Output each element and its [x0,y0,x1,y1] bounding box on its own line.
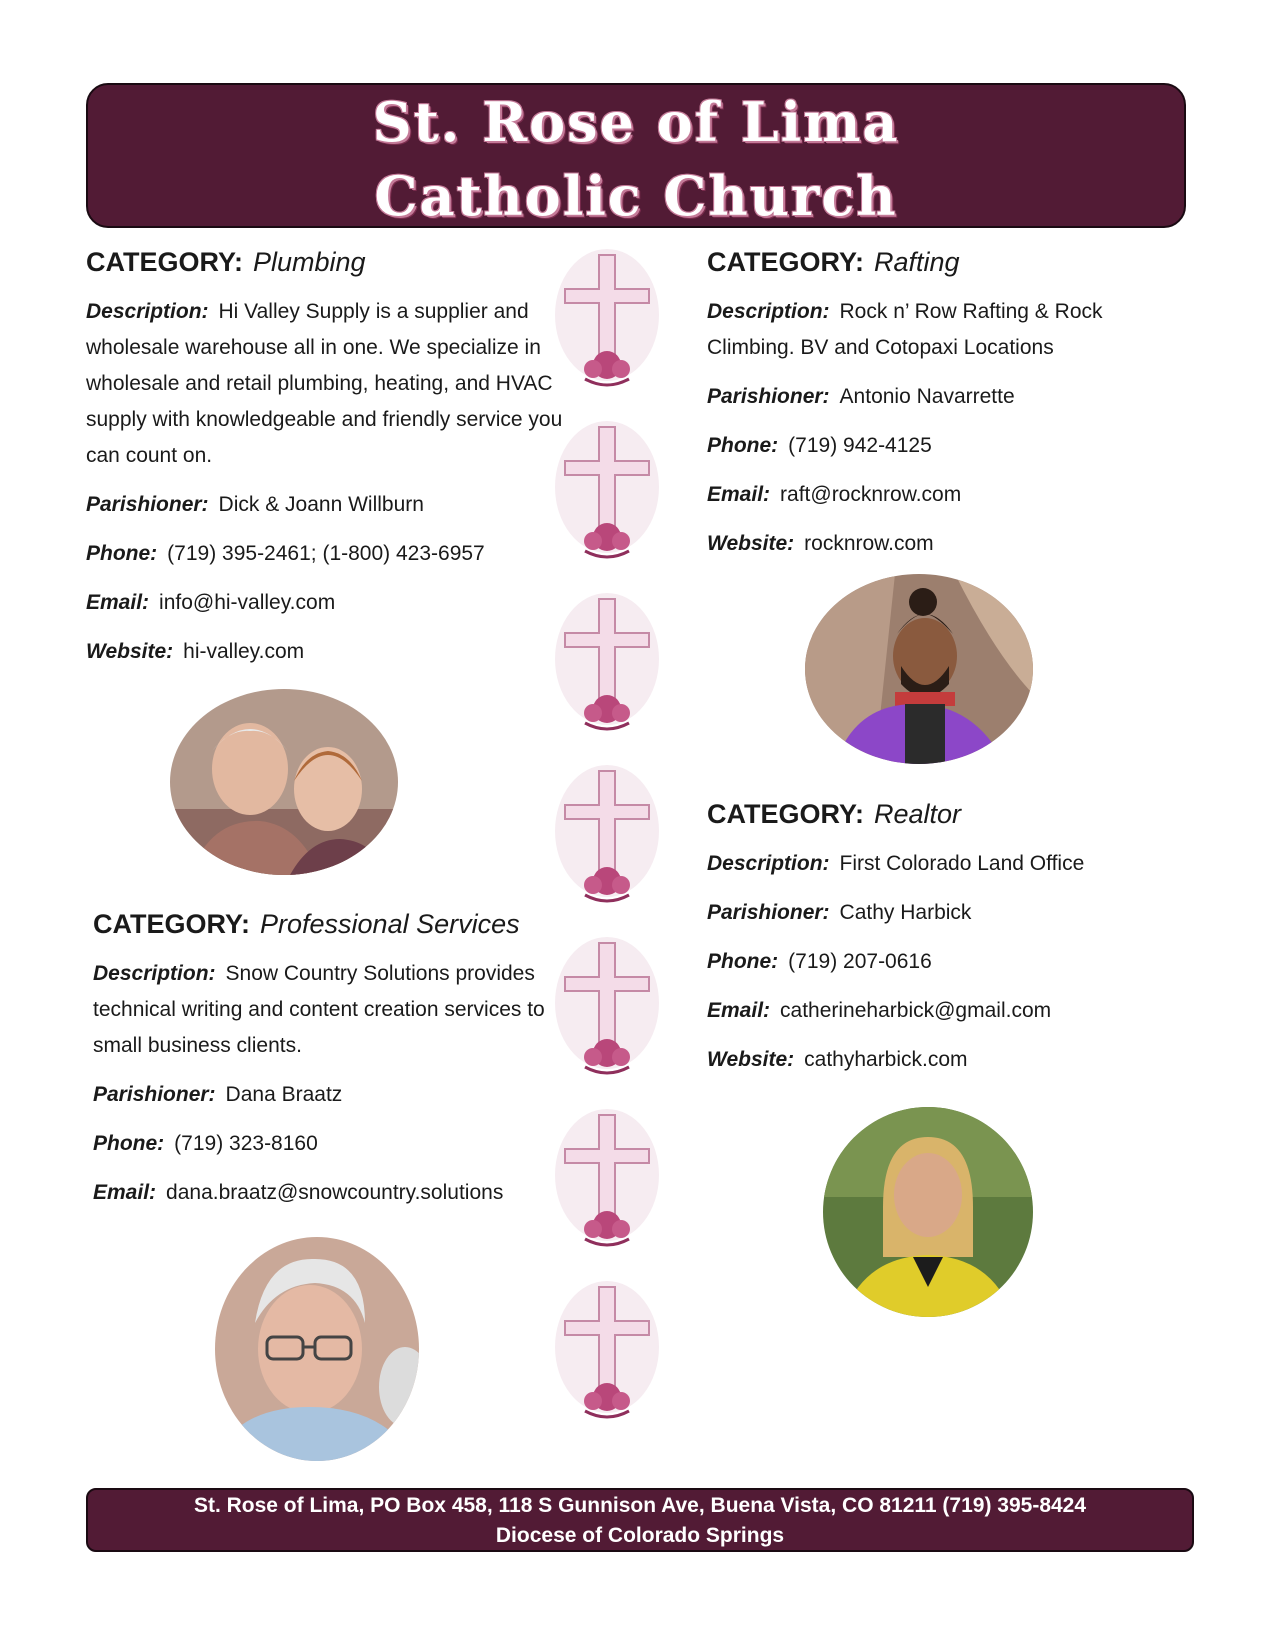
website-field [707,526,1167,562]
description-field [707,846,1167,882]
website-label: Website: [86,640,174,663]
cross-with-rose-icon [545,417,670,567]
description-text: First Colorado Land Office [839,852,1085,875]
parishioner-name: Dana Braatz [225,1083,343,1106]
description-label: Description: [93,962,216,985]
parishioner-photo-willburn [170,689,398,875]
parishioner-field [707,379,1167,415]
listing-professional-services [93,906,573,1224]
email-label: Email: [707,999,771,1022]
phone-number: (719) 395-2461; (1-800) 423-6957 [167,542,485,565]
email-address[interactable]: raft@rocknrow.com [780,483,962,506]
cross-with-rose-icon [545,589,670,739]
category-heading [707,244,1167,280]
website-link[interactable]: cathyharbick.com [804,1048,968,1071]
cross-with-rose-icon [545,761,670,911]
email-label: Email: [86,591,150,614]
email-address[interactable]: catherineharbick@gmail.com [780,999,1052,1022]
cross-with-rose-icon [545,933,670,1083]
website-label: Website: [707,1048,795,1071]
category-heading [86,244,566,280]
parishioner-label: Parishioner: [707,385,830,408]
cross-with-rose-icon [545,1277,670,1427]
parishioner-name: Antonio Navarrette [839,385,1015,408]
description-field [93,956,573,1064]
category-label: CATEGORY: [707,247,864,277]
category-value: Plumbing [253,247,366,277]
description-field [86,294,566,474]
parishioner-name: Dick & Joann Willburn [218,493,424,516]
category-heading [93,906,573,942]
email-field [86,585,566,621]
category-label: CATEGORY: [86,247,243,277]
category-heading [707,796,1167,832]
phone-number: (719) 207-0616 [788,950,932,973]
church-name-line1: St. Rose of Lima [372,90,900,154]
website-label: Website: [707,532,795,555]
email-label: Email: [93,1181,157,1204]
parishioner-label: Parishioner: [86,493,209,516]
parishioner-name: Cathy Harbick [839,901,972,924]
description-text: Snow Country Solutions provides technical writing and content creation services to small business clients. [93,962,545,1057]
parishioner-field [93,1077,573,1113]
parishioner-label: Parishioner: [707,901,830,924]
cross-with-rose-icon [545,1105,670,1255]
email-label: Email: [707,483,771,506]
email-field [707,993,1167,1029]
website-field [707,1042,1167,1078]
parishioner-field [86,487,566,523]
phone-label: Phone: [707,950,779,973]
email-field [93,1175,573,1211]
listing-realtor [707,796,1167,1091]
category-label: CATEGORY: [707,799,864,829]
listing-rafting [707,244,1167,575]
email-field [707,477,1167,513]
website-link[interactable]: rocknrow.com [804,532,934,555]
description-label: Description: [707,852,830,875]
website-field [86,634,566,670]
phone-field [93,1126,573,1162]
phone-label: Phone: [86,542,158,565]
parishioner-label: Parishioner: [93,1083,216,1106]
phone-field [707,428,1167,464]
header-banner [86,83,1186,228]
email-address[interactable]: info@hi-valley.com [159,591,336,614]
description-text: Rock n’ Row Rafting & Rock Climbing. BV and Cotopaxi Locations [707,300,1103,359]
parishioner-photo-harbick [823,1107,1033,1317]
parishioner-field [707,895,1167,931]
category-value: Realtor [874,799,962,829]
description-label: Description: [707,300,830,323]
website-link[interactable]: hi-valley.com [183,640,305,663]
parishioner-photo-braatz [215,1237,419,1461]
category-label: CATEGORY: [93,909,250,939]
phone-label: Phone: [93,1132,165,1155]
phone-field [707,944,1167,980]
footer-banner [86,1488,1194,1552]
cross-with-rose-icon [545,245,670,395]
phone-label: Phone: [707,434,779,457]
footer-diocese: Diocese of Colorado Springs [495,1524,785,1547]
phone-number: (719) 323-8160 [174,1132,318,1155]
footer-address: St. Rose of Lima, PO Box 458, 118 S Gunnison Ave, Buena Vista, CO 81211 (719) 395-8424 [193,1494,1087,1517]
category-value: Rafting [874,247,960,277]
phone-field [86,536,566,572]
description-text: Hi Valley Supply is a supplier and wholesale warehouse all in one. We specialize in wholesale and retail plumbing, heating, and HVAC supply with knowledgeable and friendly service you can count on. [86,300,563,467]
description-field [707,294,1167,366]
listing-plumbing [86,244,566,683]
phone-number: (719) 942-4125 [788,434,932,457]
description-label: Description: [86,300,209,323]
email-address[interactable]: dana.braatz@snowcountry.solutions [166,1181,504,1204]
church-name-line2: Catholic Church [374,164,898,228]
category-value: Professional Services [260,909,520,939]
parishioner-photo-navarrette [805,574,1033,764]
